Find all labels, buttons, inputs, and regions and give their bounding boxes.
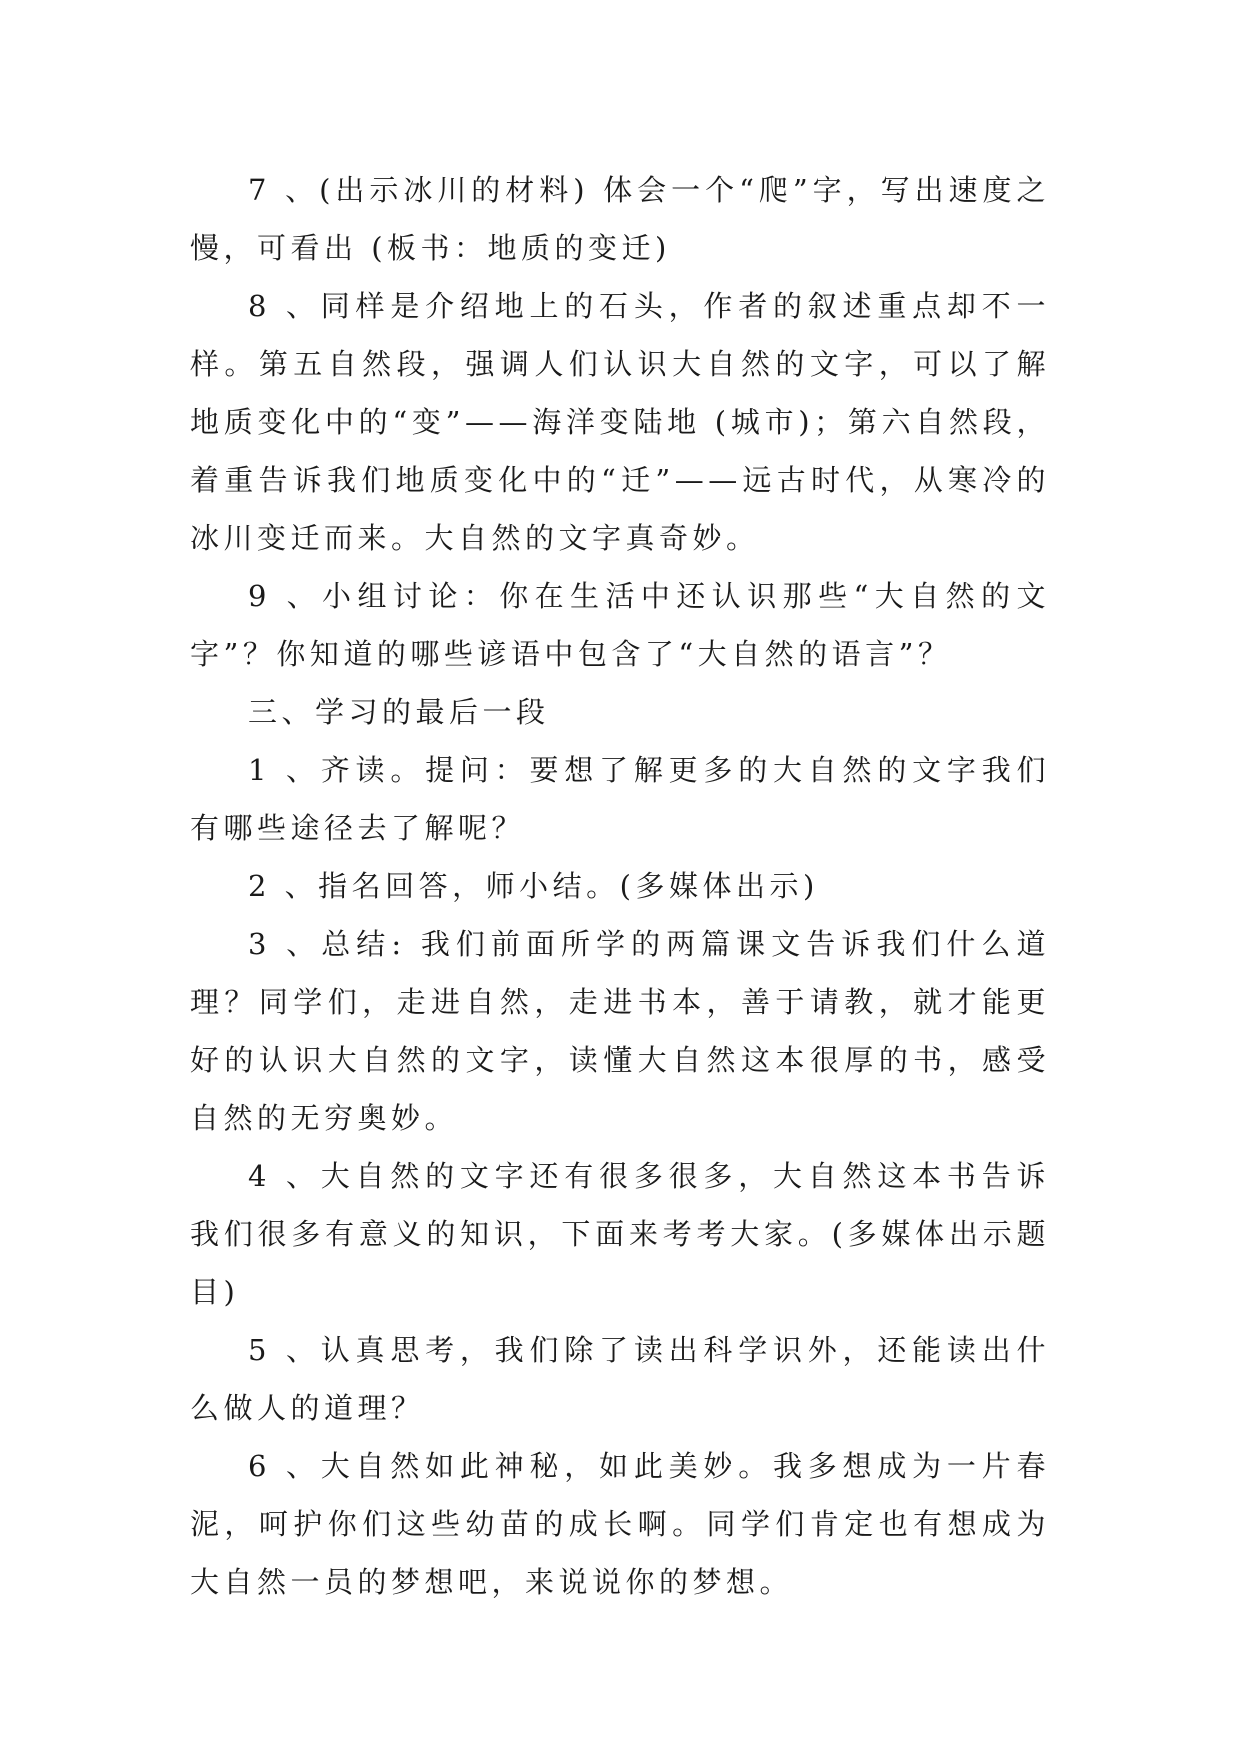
paragraph-7: 7 、(出示冰川的材料) 体会一个“爬”字，写出速度之慢，可看出 (板书：地质的变迁) <box>190 173 1050 265</box>
paragraph-9: 9 、小组讨论：你在生活中还认识那些“大自然的文字”？你知道的哪些谚语中包含了“大自然的语言”？ <box>190 579 1050 671</box>
paragraph-3: 3 、总结: 我们前面所学的两篇课文告诉我们什么道理？同学们，走进自然，走进书本，善于请教，就才能更好的认识大自然的文字，读懂大自然这本很厚的书，感受自然的无穷奥妙。 <box>190 927 1050 1135</box>
paragraph-6: 6 、大自然如此神秘，如此美妙。我多想成为一片春泥，呵护你们这些幼苗的成长啊。同学们肯定也有想成为大自然一员的梦想吧，来说说你的梦想。 <box>190 1449 1050 1599</box>
paragraph-2: 2 、指名回答，师小结。(多媒体出示) <box>248 869 819 903</box>
paragraph-4: 4 、大自然的文字还有很多很多，大自然这本书告诉我们很多有意义的知识，下面来考考大家。(多媒体出示题目) <box>190 1159 1050 1309</box>
paragraph-5: 5 、认真思考，我们除了读出科学识外，还能读出什么做人的道理？ <box>190 1333 1050 1425</box>
document-body <box>190 161 1050 1611</box>
section-heading-3: 三、学习的最后一段 <box>248 695 550 729</box>
paragraph-8: 8 、同样是介绍地上的石头，作者的叙述重点却不一样。第五自然段，强调人们认识大自然的文字，可以了解地质变化中的“变”——海洋变陆地 (城市)；第六自然段，着重告诉我们地质变化中的“迁”——远古时代，从寒冷的冰川变迁而来。大自然的文字真奇妙。 <box>190 289 1050 555</box>
paragraph-1: 1 、齐读。提问：要想了解更多的大自然的文字我们有哪些途径去了解呢？ <box>190 753 1050 845</box>
